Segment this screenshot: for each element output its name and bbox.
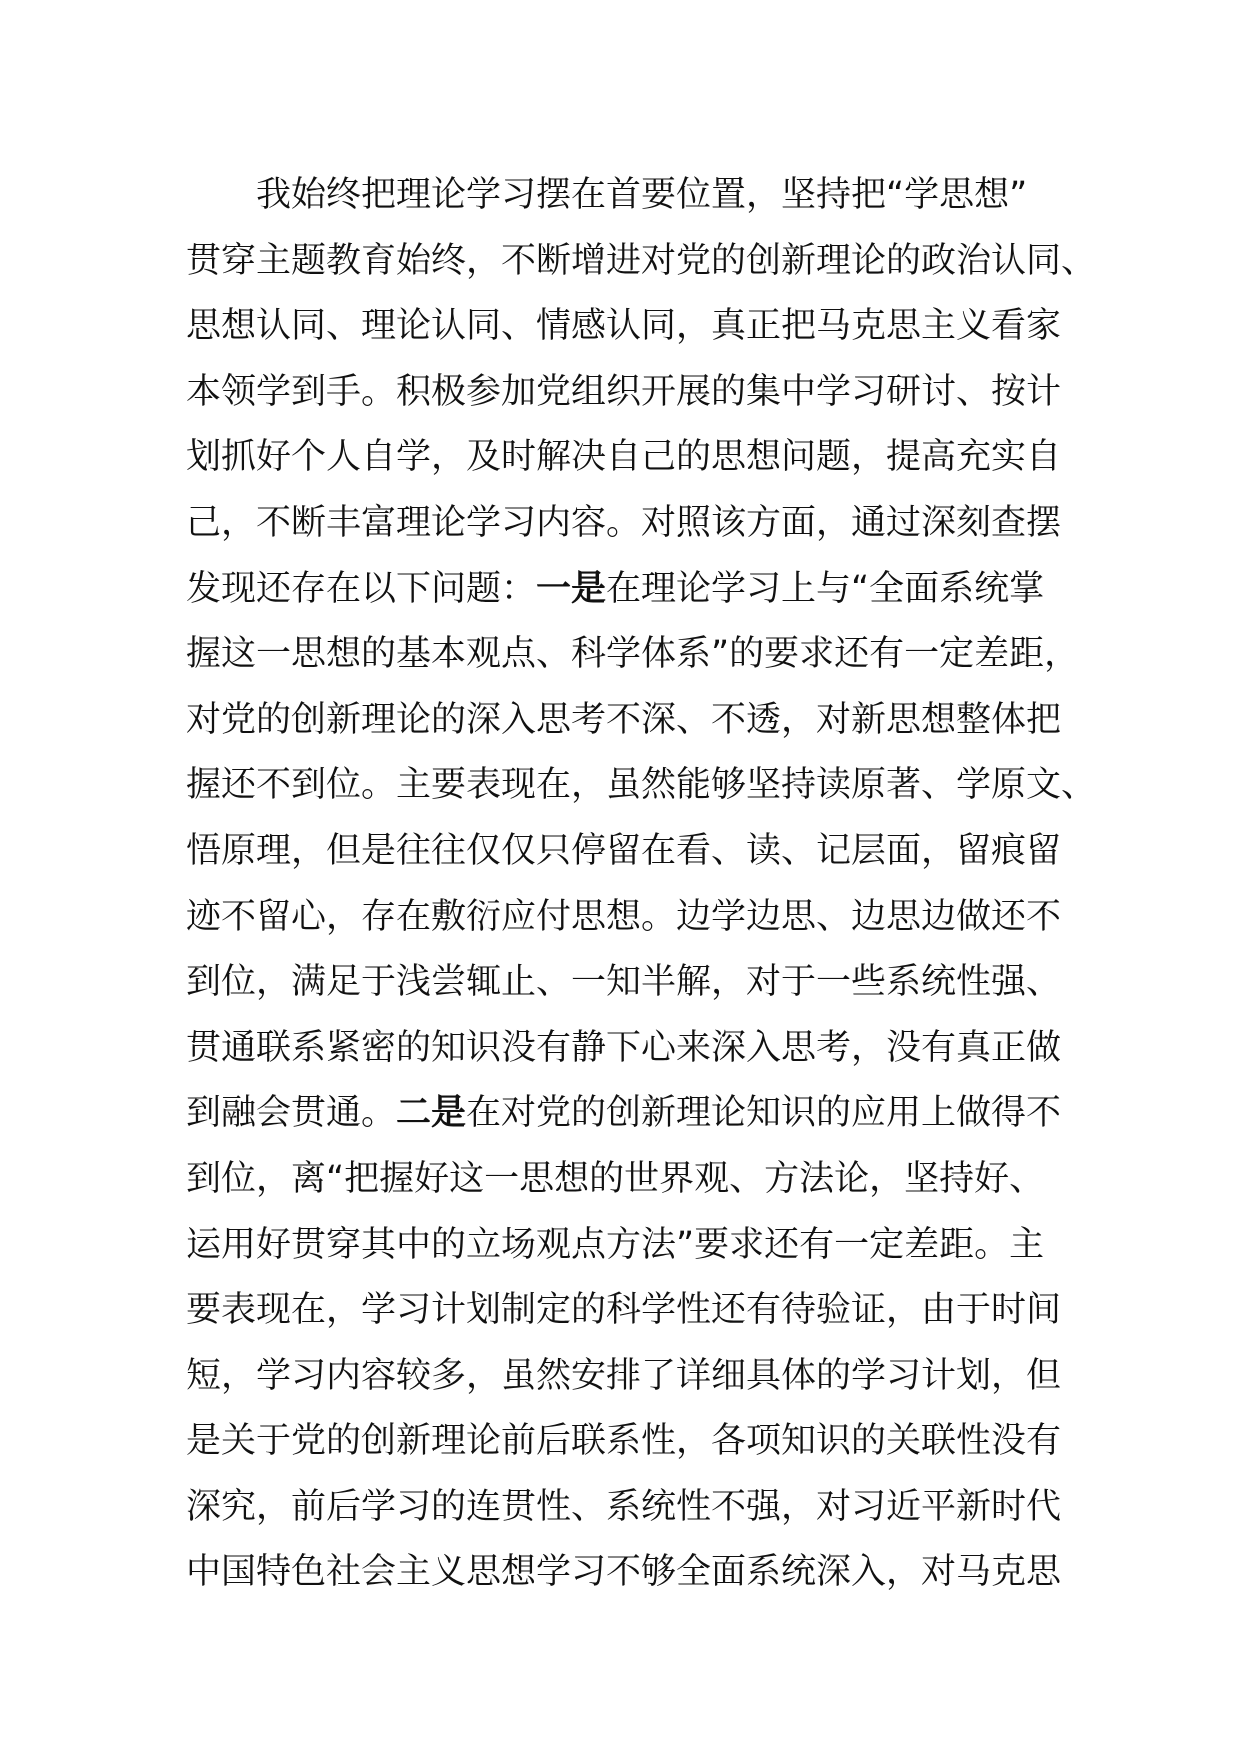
- text-line: [186, 557, 1058, 623]
- text-segment: 握还不到位。主要表现在，虽然能够坚持读原著、学原文、: [186, 765, 1097, 806]
- text-segment: 运用好贯穿其中的立场观点方法”要求还有一定差距。主: [186, 1224, 1045, 1265]
- bold-label: 一是: [536, 568, 607, 609]
- text-segment: 深究，前后学习的连贯性、系统性不强，对习近平新时代: [186, 1486, 1062, 1527]
- text-line: [186, 622, 1080, 688]
- text-line: [186, 688, 1062, 754]
- text-line: [186, 1344, 1062, 1410]
- text-segment: 握这一思想的基本观点、科学体系”的要求还有一定差距，: [186, 634, 1080, 675]
- text-segment: 划抓好个人自学，及时解决自己的思想问题，提高充实自: [186, 437, 1062, 478]
- text-segment: 短，学习内容较多，虽然安排了详细具体的学习计划，但: [186, 1355, 1062, 1396]
- text-line: [186, 1540, 1062, 1606]
- text-segment: 迹不留心，存在敷衍应付思想。边学边思、边思边做还不: [186, 896, 1062, 937]
- text-line: [186, 753, 1097, 819]
- text-segment: 在对党的创新理论知识的应用上做得不: [466, 1093, 1062, 1134]
- text-segment: 我始终把理论学习摆在首要位置，坚持把“学思想”: [256, 175, 1028, 215]
- body-paragraph: [186, 163, 1097, 1606]
- text-segment: 到融会贯通。: [186, 1093, 397, 1134]
- text-line: [186, 819, 1062, 885]
- text-line: [186, 1278, 1062, 1344]
- text-segment: 思想认同、理论认同、情感认同，真正把马克思主义看家: [186, 306, 1062, 347]
- text-segment: 到位，离“把握好这一思想的世界观、方法论，坚持好、: [186, 1158, 1045, 1199]
- text-segment: 发现还存在以下问题：: [186, 568, 537, 609]
- text-segment: 中国特色社会主义思想学习不够全面系统深入，对马克思: [186, 1552, 1062, 1593]
- text-line: [186, 1016, 1062, 1082]
- text-line: [186, 163, 1058, 229]
- text-line: [186, 425, 1062, 491]
- text-line: [186, 294, 1062, 360]
- text-segment: 本领学到手。积极参加党组织开展的集中学习研讨、按计: [186, 371, 1062, 412]
- text-line: [186, 360, 1062, 426]
- text-segment: 要表现在，学习计划制定的科学性还有待验证，由于时间: [186, 1290, 1062, 1331]
- text-segment: 是关于党的创新理论前后联系性，各项知识的关联性没有: [186, 1421, 1062, 1462]
- text-line: [186, 885, 1062, 951]
- text-segment: 到位，满足于浅尝辄止、一知半解，对于一些系统性强、: [186, 962, 1062, 1003]
- text-segment: 悟原理，但是往往仅仅只停留在看、读、记层面，留痕留: [186, 830, 1062, 871]
- text-line: [186, 1213, 1058, 1279]
- text-segment: 对党的创新理论的深入思考不深、不透，对新思想整体把: [186, 699, 1062, 740]
- text-line: [186, 229, 1097, 295]
- text-segment: 贯穿主题教育始终，不断增进对党的创新理论的政治认同、: [186, 240, 1097, 281]
- text-line: [186, 1475, 1062, 1541]
- text-segment: 在理论学习上与“全面系统掌: [606, 568, 1045, 609]
- text-segment: 己，不断丰富理论学习内容。对照该方面，通过深刻查摆: [186, 502, 1062, 543]
- text-line: [186, 950, 1062, 1016]
- text-line: [186, 1409, 1062, 1475]
- text-line: [186, 1081, 1062, 1147]
- text-line: [186, 491, 1062, 557]
- text-segment: 贯通联系紧密的知识没有静下心来深入思考，没有真正做: [186, 1027, 1062, 1068]
- bold-label: 二是: [396, 1093, 467, 1134]
- text-line: [186, 1147, 1058, 1213]
